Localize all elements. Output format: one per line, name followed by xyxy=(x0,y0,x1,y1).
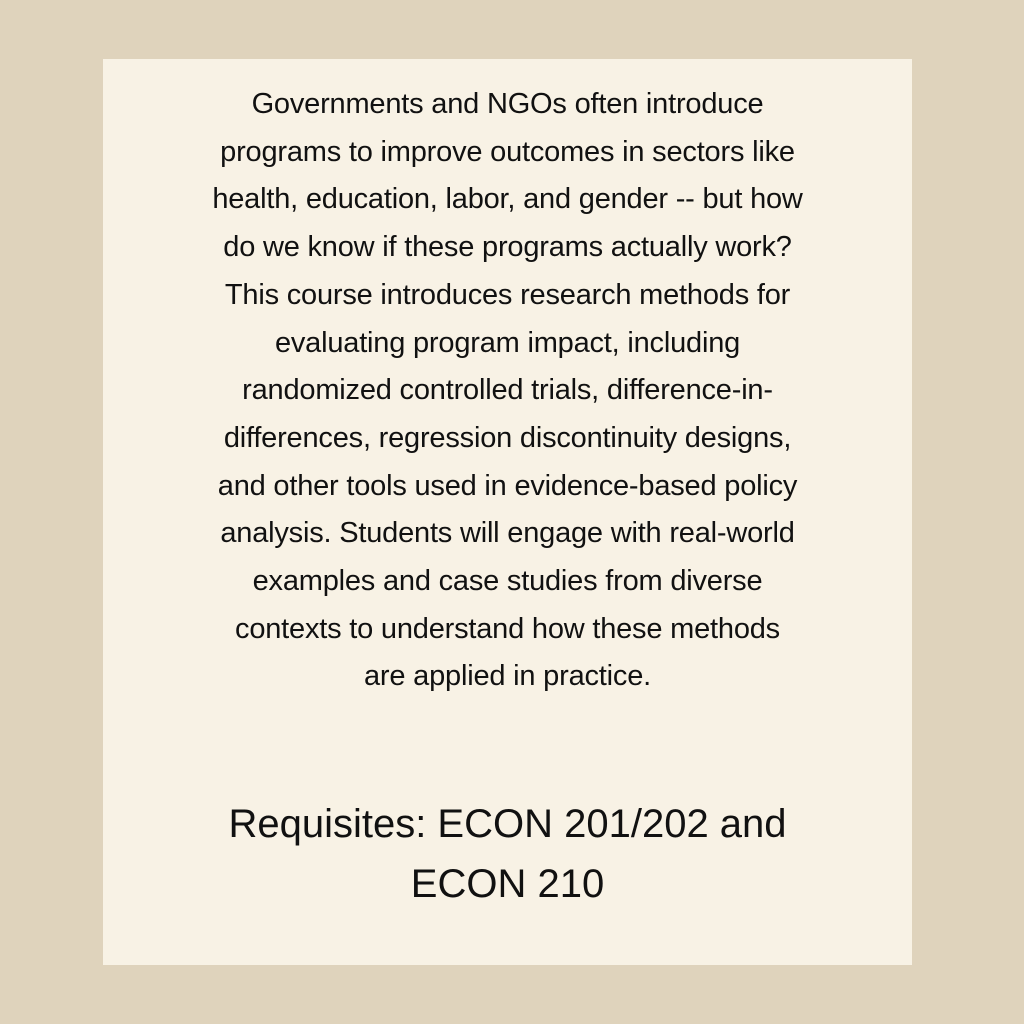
course-description-card xyxy=(103,59,912,965)
description-line: This course introduces research methods for xyxy=(224,278,791,311)
description-line: Governments and NGOs often introduce xyxy=(251,88,764,120)
description-line: randomized controlled trials, difference-in- xyxy=(242,374,773,407)
description-line: contexts to understand how these methods xyxy=(235,612,780,645)
description-line: examples and case studies from diverse xyxy=(252,565,763,598)
description-line: analysis. Students will engage with real-world xyxy=(220,517,795,550)
description-line: are applied in practice. xyxy=(364,660,651,693)
course-description xyxy=(123,81,892,701)
requisites-line: ECON 210 xyxy=(410,862,605,906)
description-line: do we know if these programs actually work? xyxy=(223,231,792,264)
description-line: evaluating program impact, including xyxy=(274,326,741,359)
course-requisites xyxy=(113,794,902,914)
description-line: health, education, labor, and gender -- but how xyxy=(212,183,803,216)
requisites-line: Requisites: ECON 201/202 and xyxy=(228,802,787,846)
description-line: programs to improve outcomes in sectors like xyxy=(220,135,795,168)
description-line: and other tools used in evidence-based policy xyxy=(217,469,798,502)
description-line: differences, regression discontinuity designs, xyxy=(223,421,792,454)
